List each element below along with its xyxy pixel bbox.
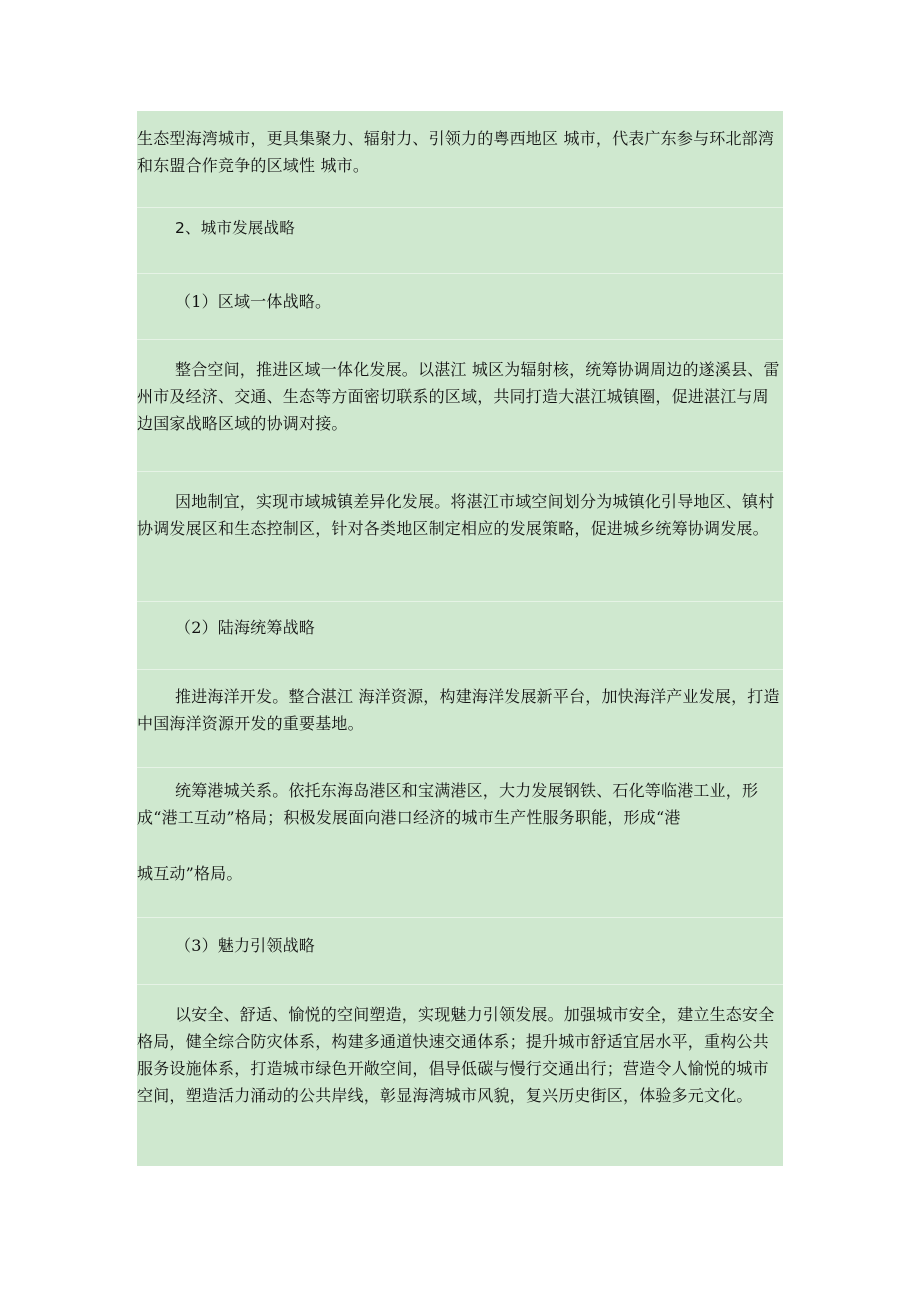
- divider: [137, 917, 783, 918]
- paragraph-port-city-continued: 城互动”格局。: [137, 864, 243, 883]
- heading-strategy: 2、城市发展战略: [175, 219, 295, 237]
- paragraph-port-city: 统筹港城关系。依托东海岛港区和宝满港区，大力发展钢铁、石化等临港工业，形成“港工互动”格局；积极发展面向港口经济的城市生产性服务职能，形成“港: [137, 781, 759, 827]
- divider: [137, 339, 783, 340]
- divider: [137, 273, 783, 274]
- divider: [137, 601, 783, 602]
- paragraph-local-conditions: 因地制宜，实现市域城镇差异化发展。将湛江市域空间划分为城镇化引导地区、镇村协调发展区和生态控制区，针对各类地区制定相应的发展策略，促进城乡统筹协调发展。: [137, 492, 775, 538]
- subheading-charm: （3）魅力引领战略: [175, 936, 315, 955]
- paragraph-charm-development: 以安全、舒适、愉悦的空间塑造，实现魅力引领发展。加强城市安全，建立生态安全格局，健全综合防灾体系，构建多通道快速交通体系；提升城市舒适宜居水平，重构公共服务设施体系，打造城市绿色开敞空间，倡导低碳与慢行交通出行；营造令人愉悦的城市空间，塑造活力涌动的公共岸线，彰显海湾城市风貌，复兴历史街区，体验多元文化。: [137, 1005, 775, 1105]
- subheading-land-sea: （2）陆海统筹战略: [175, 618, 315, 637]
- document-page: [137, 111, 783, 1166]
- divider: [137, 669, 783, 670]
- paragraph-intro: 生态型海湾城市，更具集聚力、辐射力、引领力的粤西地区 城市，代表广东参与环北部湾和东盟合作竞争的区域性 城市。: [137, 129, 775, 175]
- divider: [137, 767, 783, 768]
- divider: [137, 207, 783, 208]
- paragraph-ocean-development: 推进海洋开发。整合湛江 海洋资源，构建海洋发展新平台，加快海洋产业发展，打造中国海洋资源开发的重要基地。: [137, 687, 780, 733]
- divider: [137, 984, 783, 985]
- subheading-regional-integration: （1）区域一体战略。: [175, 292, 332, 311]
- divider: [137, 471, 783, 472]
- paragraph-space-integration: 整合空间，推进区域一体化发展。以湛江 城区为辐射核，统筹协调周边的遂溪县、雷州市及经济、交通、生态等方面密切联系的区域，共同打造大湛江城镇圈，促进湛江与周边国家战略区域的协调对接。: [137, 360, 780, 433]
